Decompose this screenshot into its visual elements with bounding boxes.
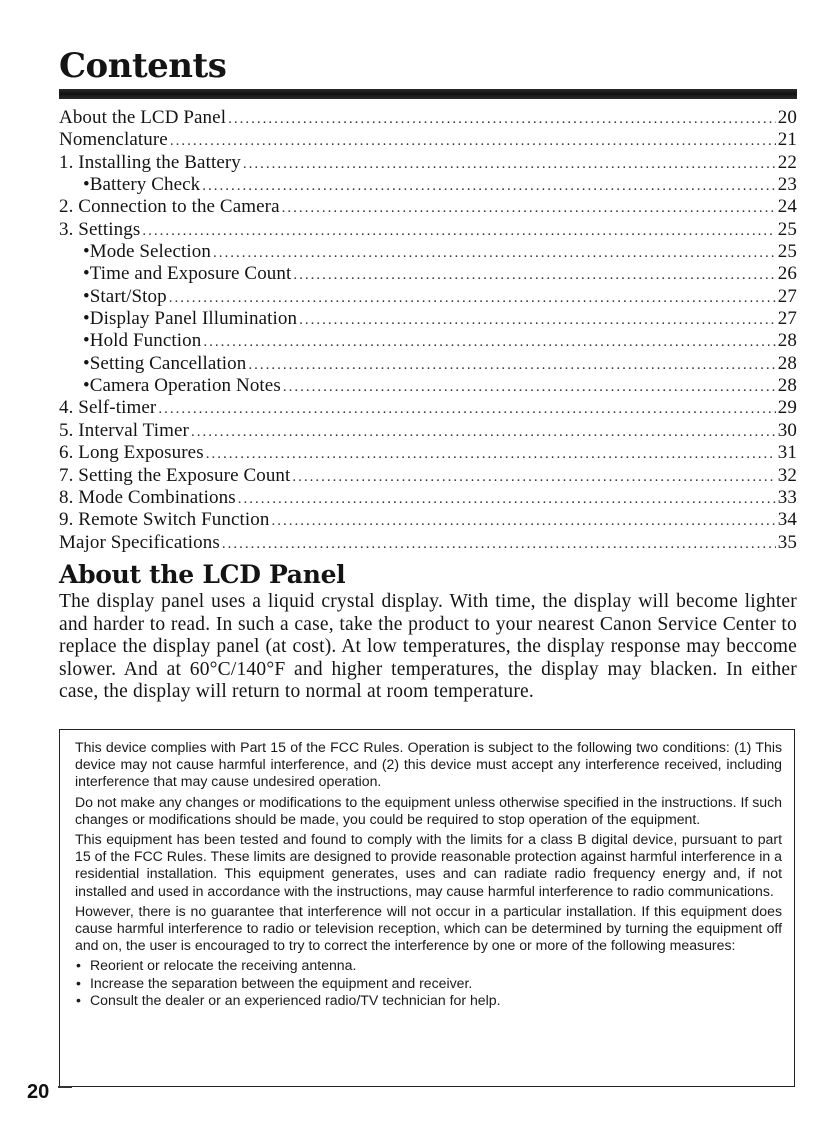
toc-entry <box>59 509 797 531</box>
toc-leader-dots <box>282 197 776 219</box>
toc-leader-dots <box>271 510 775 532</box>
toc-entry-page: 20 <box>777 107 797 128</box>
toc-entry-title: •Battery Check <box>83 174 201 196</box>
toc-entry-title: •Setting Cancellation <box>83 352 247 374</box>
toc-entry-page: 28 <box>777 375 797 397</box>
toc-entry <box>59 196 797 218</box>
toc-entry-page: 31 <box>777 442 797 464</box>
page-number: 20 <box>27 1081 50 1103</box>
toc-leader-dots <box>243 153 776 175</box>
toc-entry <box>59 397 797 419</box>
table-of-contents <box>59 107 797 554</box>
fcc-paragraph: However, there is no guarantee that interference will not occur in a particular installation. If this equipment does cause harmful interference to radio or television reception, which can be determined by turning the equipment off and on, the user is encouraged to try to correct the interference by one or more of the following measures: <box>75 902 782 954</box>
toc-entry <box>59 107 797 129</box>
toc-entry-page: 21 <box>777 129 797 151</box>
toc-entry <box>59 487 797 509</box>
toc-entry-page: 27 <box>777 308 797 330</box>
list-item: • Reorient or relocate the receiving antenna. <box>75 957 782 974</box>
toc-entry-page: 33 <box>777 486 797 508</box>
toc-entry-page: 28 <box>777 330 797 352</box>
toc-entry-title: 7. Setting the Exposure Count <box>59 464 291 486</box>
toc-entry <box>59 532 797 554</box>
toc-entry-page: 28 <box>777 352 797 374</box>
toc-entry-title: 4. Self-timer <box>59 397 157 419</box>
toc-leader-dots <box>292 466 775 488</box>
title-rule <box>59 89 797 99</box>
toc-entry-title: •Display Panel Illumination <box>83 308 298 330</box>
toc-leader-dots <box>213 242 776 264</box>
toc-leader-dots <box>158 398 775 420</box>
fcc-paragraph: This equipment has been tested and found to comply with the limits for a class B digital device, pursuant to part 15 of the FCC Rules. These limits are designed to provide reasonable protection against harmful interference in a residential installation. This equipment generates, uses and can radiate radio frequency energy and, if not installed and used in accordance with the instructions, may cause harmful interference to radio communications. <box>75 831 782 899</box>
toc-entry-page: 25 <box>777 218 797 240</box>
toc-entry-title: •Hold Function <box>83 330 202 352</box>
toc-entry-title: 6. Long Exposures <box>59 442 204 464</box>
fcc-paragraph: Do not make any changes or modifications to the equipment unless otherwise specified in the instructions. If such changes or modifications should be made, you could be required to stop operation of the equipment. <box>75 793 782 827</box>
toc-leader-dots <box>170 130 776 152</box>
toc-entry-title: 3. Settings <box>59 218 141 240</box>
page-title: Contents <box>59 46 227 86</box>
toc-entry-page: 34 <box>777 509 797 531</box>
toc-leader-dots <box>293 264 775 286</box>
toc-entry-title: 1. Installing the Battery <box>59 151 241 173</box>
toc-leader-dots <box>206 443 776 465</box>
toc-entry-page: 30 <box>777 419 797 441</box>
fcc-paragraph: This device complies with Part 15 of the FCC Rules. Operation is subject to the following two conditions: (1) This device may not cause harmful interference, and (2) this device must accept any interference received, including interference that may cause undesired operation. <box>75 739 782 790</box>
toc-entry <box>59 263 797 285</box>
toc-leader-dots <box>283 376 776 398</box>
toc-leader-dots <box>222 533 776 555</box>
toc-entry-page: 24 <box>777 196 797 218</box>
toc-entry <box>59 353 797 375</box>
toc-entry-title: Major Specifications <box>59 531 220 553</box>
section-heading: About the LCD Panel <box>59 560 346 589</box>
toc-leader-dots <box>299 309 776 331</box>
toc-entry-page: 22 <box>777 151 797 173</box>
toc-entry-page: 32 <box>777 464 797 486</box>
toc-entry-title: •Mode Selection <box>83 241 211 263</box>
toc-leader-dots <box>248 354 775 376</box>
toc-entry-page: 26 <box>777 263 797 285</box>
toc-entry-title: About the LCD Panel <box>59 107 227 128</box>
toc-entry-page: 29 <box>777 397 797 419</box>
toc-leader-dots <box>169 287 776 309</box>
toc-entry <box>59 308 797 330</box>
list-item: • Increase the separation between the equipment and receiver. <box>75 975 782 992</box>
toc-entry-title: 2. Connection to the Camera <box>59 196 280 218</box>
toc-entry <box>59 286 797 308</box>
toc-leader-dots <box>142 220 775 242</box>
toc-entry-page: 35 <box>777 531 797 553</box>
toc-entry <box>59 174 797 196</box>
toc-entry <box>59 219 797 241</box>
toc-entry-page: 27 <box>777 285 797 307</box>
section-body: The display panel uses a liquid crystal display. With time, the display will become lighter and harder to read. In such a case, take the product to your nearest Canon Service Center to replace the display panel (at cost). At low temperatures, the display response may beccome slower. And at 60°C/140°F and higher temperatures, the display may blacken. In either case, the display will return to normal at room temperature. <box>59 591 797 703</box>
fcc-measures-list <box>75 957 782 1009</box>
toc-entry-title: •Time and Exposure Count <box>83 263 292 285</box>
toc-entry-page: 23 <box>777 174 797 196</box>
toc-entry-title: •Camera Operation Notes <box>83 375 281 397</box>
toc-entry-title: 8. Mode Combinations <box>59 486 236 508</box>
toc-entry <box>59 152 797 174</box>
toc-leader-dots <box>228 108 776 130</box>
toc-entry-title: 9. Remote Switch Function <box>59 509 270 531</box>
toc-entry <box>59 241 797 263</box>
toc-entry <box>59 129 797 151</box>
toc-leader-dots <box>191 421 776 443</box>
fcc-notice-box <box>59 729 795 1087</box>
toc-entry <box>59 465 797 487</box>
toc-entry <box>59 442 797 464</box>
list-item: • Consult the dealer or an experienced radio/TV technician for help. <box>75 992 782 1009</box>
toc-entry <box>59 375 797 397</box>
toc-entry <box>59 420 797 442</box>
toc-entry-title: Nomenclature <box>59 129 168 151</box>
page-number-rule <box>58 1086 72 1088</box>
toc-entry-title: •Start/Stop <box>83 285 167 307</box>
toc-entry-title: 5. Interval Timer <box>59 419 189 441</box>
toc-entry-page: 25 <box>777 241 797 263</box>
toc-leader-dots <box>202 175 776 197</box>
toc-leader-dots <box>203 331 775 353</box>
toc-entry <box>59 330 797 352</box>
toc-leader-dots <box>238 488 776 510</box>
